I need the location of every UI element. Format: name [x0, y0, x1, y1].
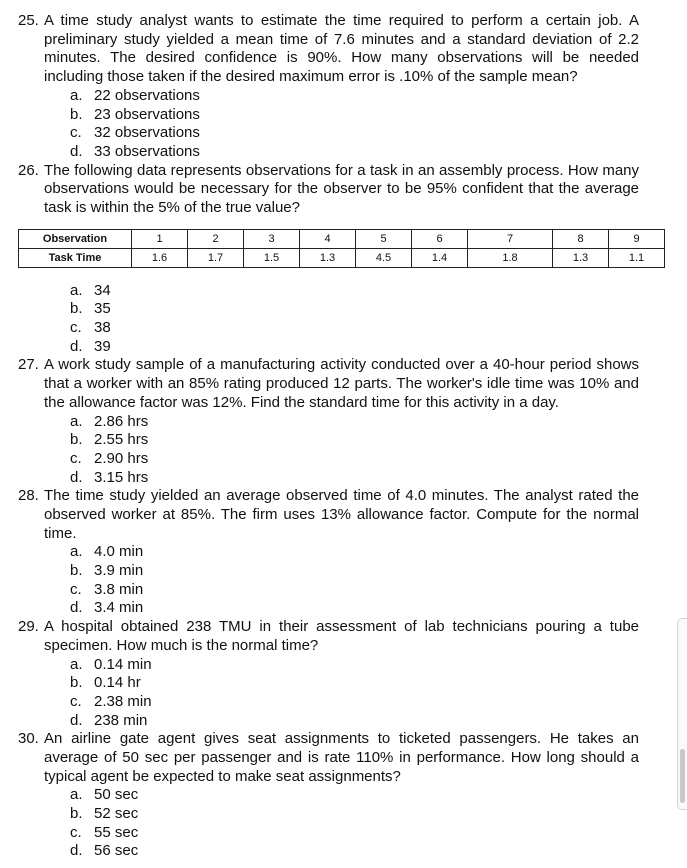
- choice-letter: c.: [70, 449, 82, 467]
- choice-text: 3.9 min: [94, 562, 144, 580]
- choice-item: [0, 300, 687, 319]
- choice-item: [0, 87, 687, 106]
- choice-letter: b.: [70, 562, 83, 580]
- choice-item: [0, 143, 687, 162]
- question-27: [0, 356, 687, 412]
- choice-item: [0, 450, 687, 469]
- choice-text: 3.4 min: [94, 599, 144, 617]
- choice-letter: d.: [70, 711, 83, 729]
- table-cell: 2: [188, 229, 244, 248]
- table-cell: 4.5: [356, 248, 412, 267]
- choice-letter: d.: [70, 142, 83, 160]
- table-cell: 1.6: [132, 248, 188, 267]
- choice-item: [0, 693, 687, 712]
- choice-text: 23 observations: [94, 105, 200, 123]
- table-cell: 1.5: [244, 248, 300, 267]
- choice-letter: d.: [70, 842, 83, 860]
- choice-item: [0, 824, 687, 843]
- choice-text: 56 sec: [94, 842, 139, 860]
- observation-table: [18, 229, 665, 268]
- choices-28: [0, 543, 687, 618]
- choice-item: [0, 413, 687, 432]
- choice-item: [0, 656, 687, 675]
- table-cell: 4: [300, 229, 356, 248]
- choice-letter: c.: [70, 124, 82, 142]
- choice-item: [0, 543, 687, 562]
- row-label-task-time: Task Time: [19, 248, 132, 267]
- question-text: A hospital obtained 238 TMU in their assessment of lab technicians pouring a tube specimen. How much is the normal time?: [44, 618, 639, 654]
- choices-25: [0, 87, 687, 162]
- table-cell: 6: [412, 229, 468, 248]
- choice-text: 32 observations: [94, 124, 200, 142]
- question-26: [0, 162, 687, 218]
- choice-letter: d.: [70, 468, 83, 486]
- choice-item: [0, 282, 687, 301]
- table-cell: 1.3: [553, 248, 609, 267]
- table-cell: 7: [468, 229, 553, 248]
- choice-text: 4.0 min: [94, 543, 144, 561]
- choice-text: 2.38 min: [94, 692, 152, 710]
- question-25: [0, 12, 687, 87]
- choice-text: 3.15 hrs: [94, 468, 149, 486]
- choice-text: 39: [94, 337, 111, 355]
- choices-30: [0, 786, 687, 861]
- choice-text: 38: [94, 319, 111, 337]
- choice-item: [0, 581, 687, 600]
- choice-item: [0, 106, 687, 125]
- scrollbar-thumb[interactable]: [680, 749, 685, 803]
- choice-text: 3.8 min: [94, 580, 144, 598]
- question-text: The following data represents observations for a task in an assembly process. How many observations would be necessary for the observer to be 95% confident that the average task is within the 5% of the true value?: [44, 161, 639, 216]
- table-cell: 8: [553, 229, 609, 248]
- choice-letter: b.: [70, 674, 83, 692]
- choice-letter: b.: [70, 105, 83, 123]
- choices-26: [0, 282, 687, 357]
- table-row-observation: [19, 229, 665, 248]
- question-number: 27.: [18, 356, 39, 374]
- vertical-scrollbar[interactable]: [677, 618, 687, 810]
- table-cell: 5: [356, 229, 412, 248]
- choice-text: 2.90 hrs: [94, 449, 149, 467]
- choice-item: [0, 842, 687, 861]
- choice-text: 52 sec: [94, 805, 139, 823]
- choice-text: 2.55 hrs: [94, 431, 149, 449]
- choice-letter: b.: [70, 431, 83, 449]
- choice-letter: c.: [70, 580, 82, 598]
- question-28: [0, 487, 687, 543]
- table-cell: 1.3: [300, 248, 356, 267]
- choice-text: 33 observations: [94, 142, 200, 160]
- choice-text: 2.86 hrs: [94, 412, 149, 430]
- choice-letter: a.: [70, 543, 83, 561]
- question-number: 30.: [18, 730, 39, 748]
- choice-letter: a.: [70, 786, 83, 804]
- choice-letter: a.: [70, 86, 83, 104]
- table-cell: 1.4: [412, 248, 468, 267]
- choice-text: 34: [94, 281, 111, 299]
- choice-item: [0, 431, 687, 450]
- question-number: 28.: [18, 487, 39, 505]
- choice-letter: c.: [70, 692, 82, 710]
- question-text: A work study sample of a manufacturing activity conducted over a 40-hour period shows that a worker with an 85% rating produced 12 parts. The worker's idle time was 10% and the allowance factor was 12%. Find the standard time for this activity in a day.: [44, 356, 639, 411]
- choice-item: [0, 124, 687, 143]
- question-29: [0, 618, 687, 655]
- question-number: 26.: [18, 161, 39, 179]
- choice-text: 50 sec: [94, 786, 139, 804]
- choice-item: [0, 712, 687, 731]
- table-cell: 1.8: [468, 248, 553, 267]
- choice-letter: b.: [70, 805, 83, 823]
- choice-text: 22 observations: [94, 86, 200, 104]
- question-text: A time study analyst wants to estimate the time required to perform a certain job. A preliminary study yielded a mean time of 7.6 minutes and a standard deviation of 2.2 minutes. The desired confidence is 90%. How many observations will be needed including those taken if the desired maximum error is .10% of the sample mean?: [44, 12, 639, 86]
- table-cell: 1.1: [609, 248, 665, 267]
- choice-item: [0, 786, 687, 805]
- choice-text: 238 min: [94, 711, 148, 729]
- choice-item: [0, 805, 687, 824]
- document-body: [0, 12, 687, 861]
- question-30: [0, 730, 687, 786]
- choice-letter: c.: [70, 823, 82, 841]
- choice-letter: a.: [70, 281, 83, 299]
- question-text: An airline gate agent gives seat assignments to ticketed passengers. He takes an average of 50 sec per passenger and is rate 110% in performance. How long should a typical agent be expected to make seat assignments?: [44, 730, 639, 785]
- choice-letter: d.: [70, 337, 83, 355]
- table-cell: 3: [244, 229, 300, 248]
- choice-letter: b.: [70, 300, 83, 318]
- choice-item: [0, 599, 687, 618]
- choice-item: [0, 338, 687, 357]
- choice-letter: a.: [70, 412, 83, 430]
- table-cell: 9: [609, 229, 665, 248]
- choice-text: 55 sec: [94, 823, 139, 841]
- question-number: 25.: [18, 12, 39, 29]
- choices-27: [0, 413, 687, 488]
- choice-letter: d.: [70, 599, 83, 617]
- table-row-task-time: [19, 248, 665, 267]
- question-number: 29.: [18, 618, 39, 636]
- question-text: The time study yielded an average observed time of 4.0 minutes. The analyst rated the observed worker at 85%. The firm uses 13% allowance factor. Compute for the normal time.: [44, 487, 639, 542]
- choice-item: [0, 674, 687, 693]
- choice-item: [0, 469, 687, 488]
- table-cell: 1: [132, 229, 188, 248]
- choice-text: 35: [94, 300, 111, 318]
- choice-letter: a.: [70, 655, 83, 673]
- choice-item: [0, 319, 687, 338]
- table-cell: 1.7: [188, 248, 244, 267]
- choice-letter: c.: [70, 319, 82, 337]
- choice-text: 0.14 min: [94, 655, 152, 673]
- choices-29: [0, 656, 687, 731]
- row-label-observation: Observation: [19, 229, 132, 248]
- choice-item: [0, 562, 687, 581]
- choice-text: 0.14 hr: [94, 674, 141, 692]
